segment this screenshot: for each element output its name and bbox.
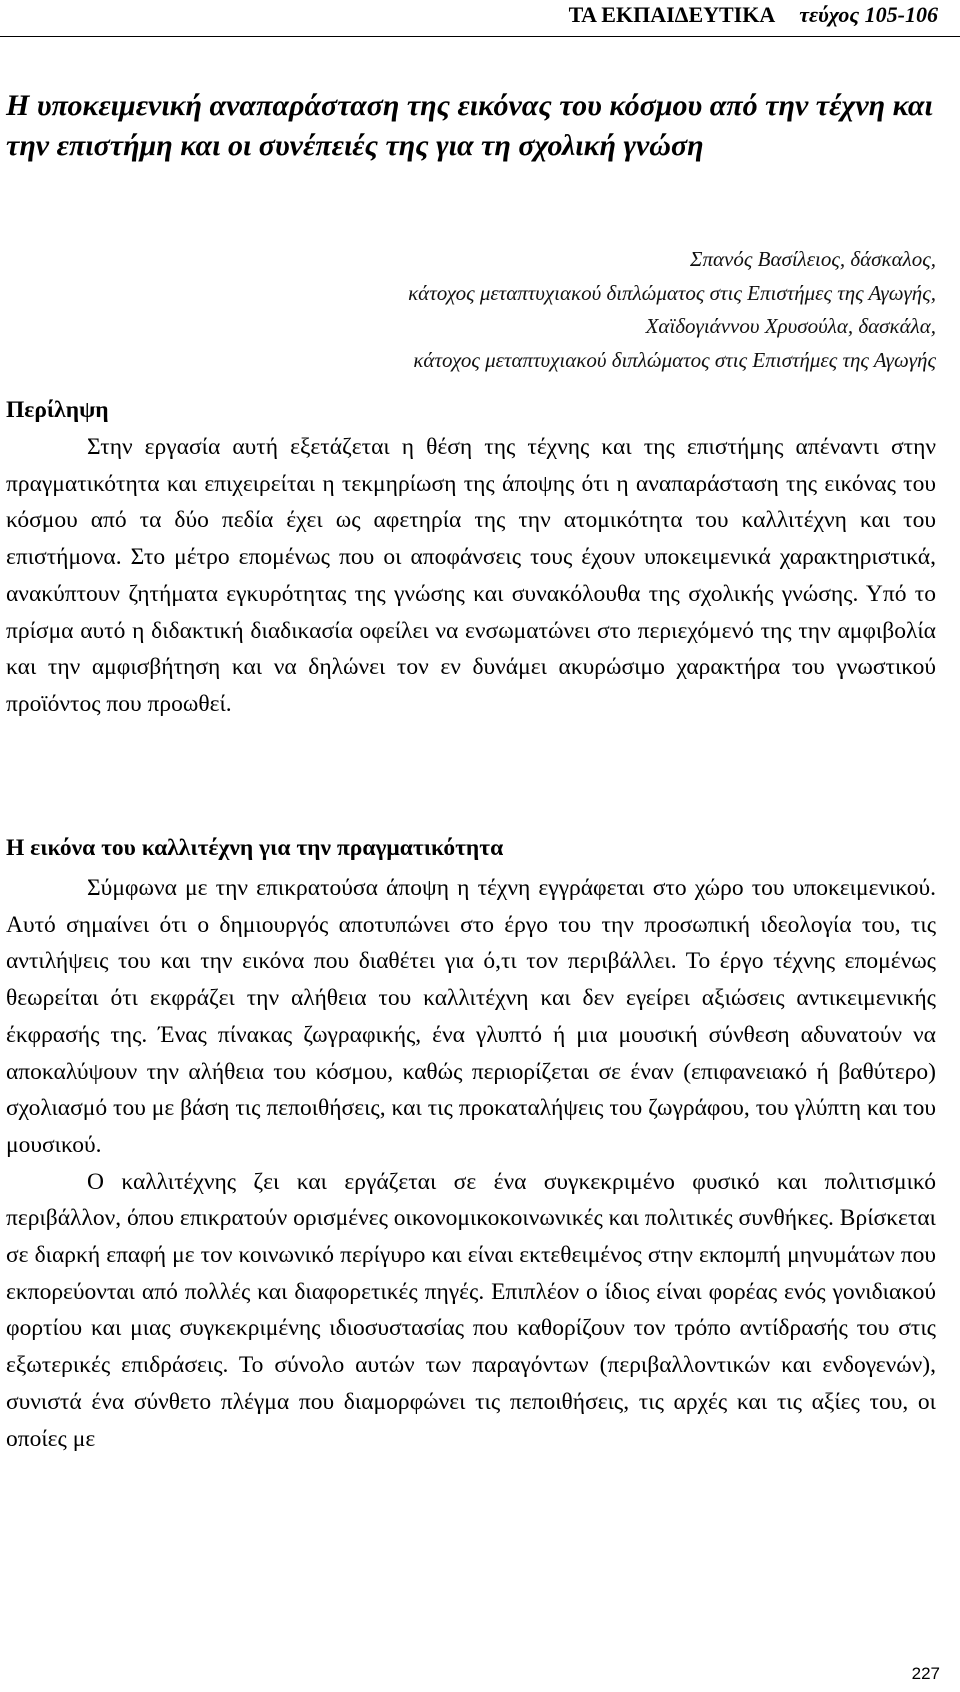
author-line: Χαϊδογιάννου Χρυσούλα, δασκάλα, xyxy=(645,314,936,338)
abstract-paragraph: Στην εργασία αυτή εξετάζεται η θέση της τέχνης και της επιστήμης απέναντι στην πραγματικότητα και επιχειρείται η τεκμηρίωση της άποψης ότι η αναπαράσταση της εικόνας του κόσμου από τα δύο πεδία έχει ως αφετηρία της την ατομικότητα του καλλιτέχνη και του επιστήμονα. Στο μέτρο επομένως που οι αποφάνσεις τους έχουν υποκειμενικά χαρακτηριστικά, ανακύπτουν ζητήματα εγκυρότητας της γνώσης και συνακόλουθα της σχολικής γνώσης. Υπό το πρίσμα αυτό η διδακτική διαδικασία οφείλει να ενσωματώνει στο περιεχόμενό της την αμφιβολία και την αμφισβήτηση και να δηλώνει τον εν δυνάμει ακυρώσιμο χαρακτήρα του γνωστικού προϊόντος που προωθεί. xyxy=(6,434,936,717)
issue-number: τεύχος 105-106 xyxy=(799,2,938,27)
author-line: κάτοχος μεταπτυχιακού διπλώματος στις Επιστήμες της Αγωγής xyxy=(413,347,936,372)
author-line: Σπανός Βασίλειος, δάσκαλος, xyxy=(690,247,936,271)
journal-name: ΤΑ ΕΚΠΑΙΔΕΥΤΙΚΑ xyxy=(568,2,776,27)
article-title: Η υποκειμενική αναπαράσταση της εικόνας του κόσμου από την τέχνη και την επιστήμη και οι συνέπειές της για τη σχολική γνώση xyxy=(6,89,933,162)
running-header xyxy=(0,0,960,37)
author-block xyxy=(408,243,936,377)
abstract-heading: Περίληψη xyxy=(6,397,109,423)
section-body xyxy=(6,870,936,1457)
abstract-body xyxy=(6,429,936,723)
author-line: κάτοχος μεταπτυχιακού διπλώματος στις Επιστήμες της Αγωγής, xyxy=(408,280,936,305)
section-heading: Η εικόνα του καλλιτέχνη για την πραγματικότητα xyxy=(6,835,504,861)
section-paragraph: Ο καλλιτέχνης ζει και εργάζεται σε ένα συγκεκριμένο φυσικό και πολιτισμικό περιβάλλον, όπου επικρατούν ορισμένες οικονομικοκοινωνικές και πολιτικές συνθήκες. Βρίσκεται σε διαρκή επαφή με τον κοινωνικό περίγυρο και είναι εκτεθειμένος στην εκπομπή μηνυμάτων που εκπορεύονται από πολλές και διαφορετικές πηγές. Επιπλέον ο ίδιος είναι φορέας ενός γονιδιακού φορτίου και μιας συγκεκριμένης ιδιοσυστασίας που καθορίζουν τον τρόπο αντίδρασής του στις εξωτερικές επιδράσεις. Το σύνολο αυτών των παραγόντων (περιβαλλοντικών και ενδογενών), συνιστά ένα σύνθετο πλέγμα που διαμορφώνει τις πεποιθήσεις, τις αρχές και τις αξίες του, οι οποίες με xyxy=(6,1168,936,1452)
section-paragraph: Σύμφωνα με την επικρατούσα άποψη η τέχνη εγγράφεται στο χώρο του υποκειμενικού. Αυτό σημαίνει ότι ο δημιουργός αποτυπώνει στο έργο του την προσωπική ιδεολογία του, τις αντιλήψεις του και την εικόνα που διαθέτει για ό,τι τον περιβάλλει. Το έργο τέχνης επομένως θεωρείται ότι εκφράζει την αλήθεια του καλλιτέχνη και δεν εγείρει αξιώσεις αντικειμενικής έκφρασής της. Ένας πίνακας ζωγραφικής, ένα γλυπτό ή μια μουσική σύνθεση αδυνατούν να αποκαλύψουν την αλήθεια του κόσμου, καθώς περιορίζεται σε έναν (επιφανειακό ή βαθύτερο) σχολιασμό του με βάση τις πεποιθήσεις, και τις προκαταλήψεις του ζωγράφου, του γλύπτη και του μουσικού. xyxy=(6,875,936,1158)
header-text xyxy=(569,2,938,28)
page-number: 227 xyxy=(911,1664,940,1683)
